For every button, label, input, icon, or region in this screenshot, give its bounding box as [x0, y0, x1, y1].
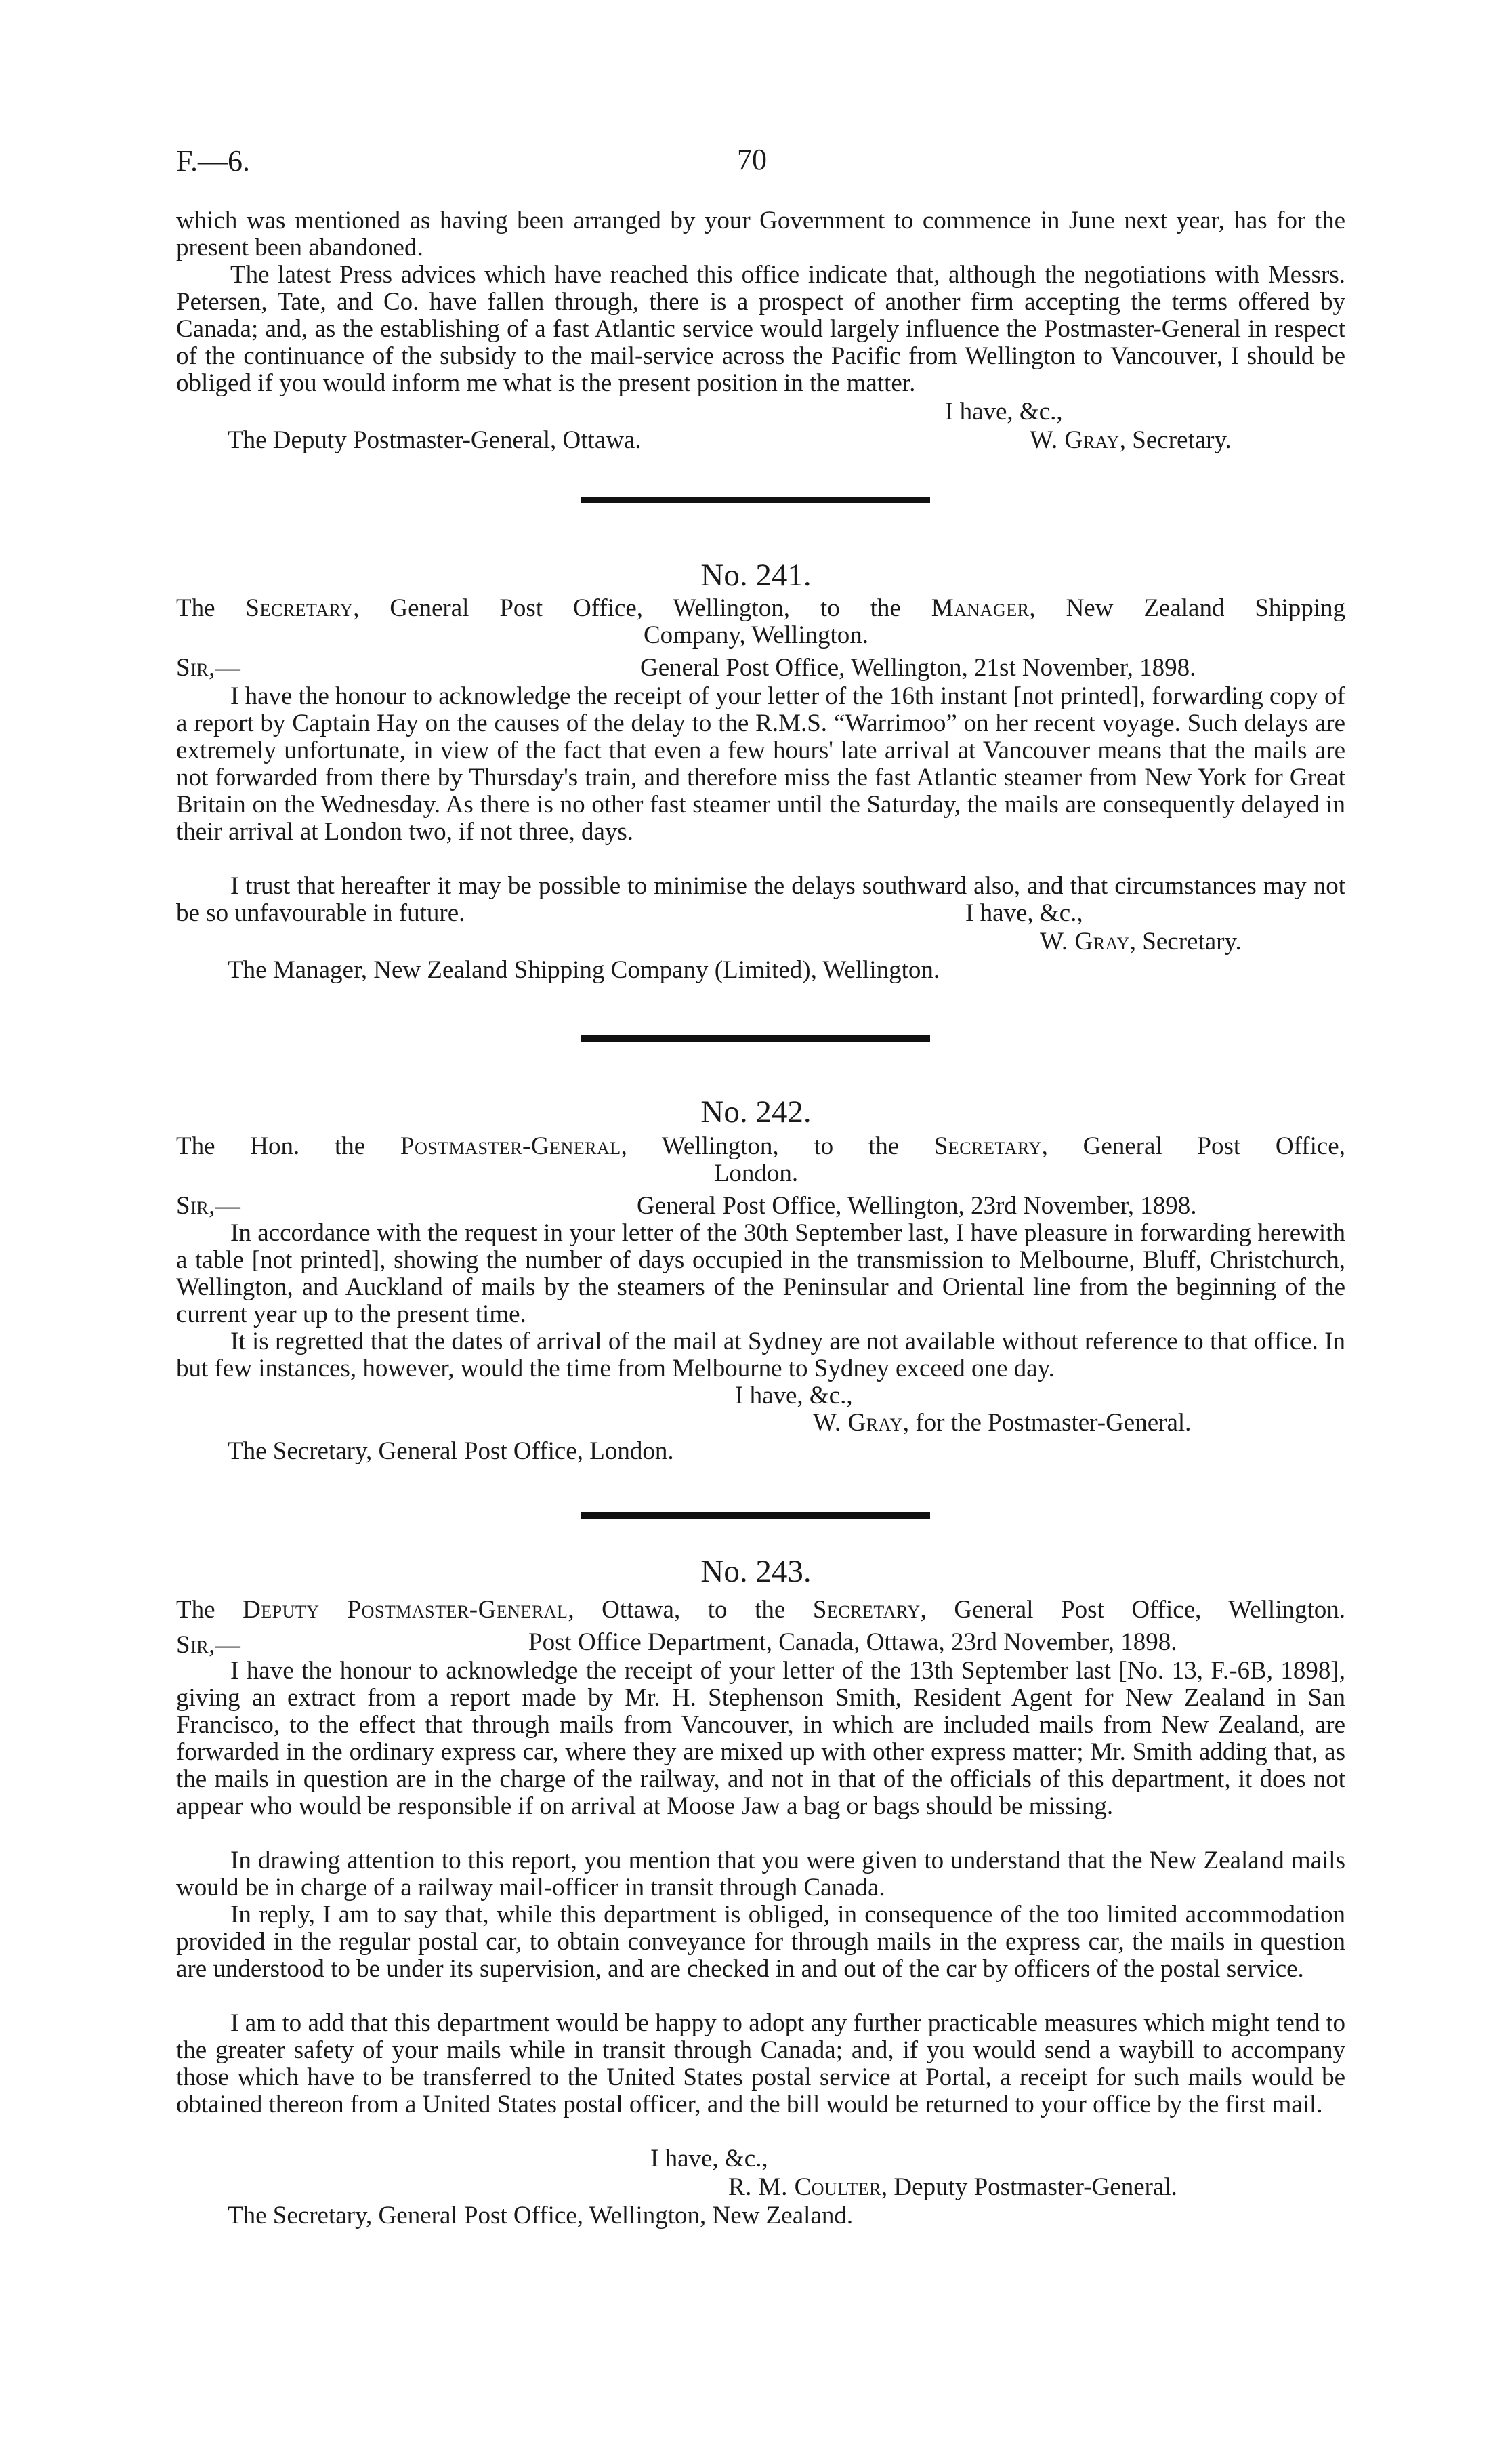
section-divider-1	[581, 497, 930, 503]
letter-241-heading-line2: Company, Wellington.	[643, 621, 869, 649]
intro-signature	[1030, 427, 1232, 454]
signer-name: W. Gray	[813, 1409, 903, 1437]
signer-name: W. Gray	[1040, 928, 1130, 955]
letter-243-paragraph-2: In drawing attention to this report, you mention that you were given to understand that the New Zealand mails would be in charge of a railway mail-officer in transit through Canada.	[176, 1847, 1345, 1901]
heading-text: The Hon. the	[176, 1132, 400, 1160]
heading-text: , General Post Office, Wellington.	[920, 1596, 1346, 1624]
intro-closing: I have, &c.,	[945, 398, 1063, 426]
intro-paragraph-1: which was mentioned as having been arranged by your Government to commence in June next year, has for the present been abandoned.	[176, 207, 1345, 262]
signer-title: , Secretary.	[1119, 426, 1232, 454]
letter-242-closing: I have, &c.,	[735, 1382, 853, 1409]
letter-243-paragraph-1: I have the honour to acknowledge the receipt of your letter of the 13th September last [No. 13, F.-6B, 1898], giving an extract from a report made by Mr. H. Stephenson Smith, Resident Agent for New Zealand in San Francisco, to the effect that through mails from Vancouver, in which are included mails from New Zealand, are forwarded in the ordinary express car, where they are mixed up with other express matter; Mr. Smith adding that, as the mails in question are in the charge of the railway, and not in that of the officials of this department, it does not appear who would be responsible if on arrival at Moose Jaw a bag or bags should be missing.	[176, 1657, 1345, 1820]
signer-title: , for the Postmaster-General.	[902, 1409, 1192, 1437]
signer-name: R. M. Coulter	[728, 2173, 881, 2201]
letter-number-242: No. 242.	[700, 1094, 812, 1130]
heading-text: The	[176, 1596, 243, 1624]
letter-242-place-date: General Post Office, Wellington, 23rd November, 1898.	[637, 1192, 1197, 1220]
letter-242-salutation: Sir,—	[176, 1192, 241, 1220]
intro-paragraph-2: The latest Press advices which have reached this office indicate that, although the negotiations with Messrs. Petersen, Tate, and Co. have fallen through, there is a prospect of another firm accepting the terms offered by Canada; and, as the establishing of a fast Atlantic service would largely influence the Postmaster-General in respect of the continuance of the subsidy to the mail-service across the Pacific from Wellington to Vancouver, I should be obliged if you would inform me what is the present position in the matter.	[176, 261, 1345, 397]
heading-text: , General Post Office, Wellington, to the	[353, 594, 931, 622]
section-divider-3	[581, 1512, 930, 1519]
letter-number-243: No. 243.	[700, 1554, 812, 1589]
signer-title: , Deputy Postmaster-General.	[881, 2173, 1177, 2201]
letter-242-heading	[176, 1133, 1345, 1160]
heading-from: Secretary	[245, 594, 354, 622]
heading-text: , Ottawa, to the	[568, 1596, 813, 1624]
heading-to: Secretary	[812, 1596, 921, 1624]
heading-text: , General Post Office,	[1041, 1132, 1345, 1160]
letter-243-place-date: Post Office Department, Canada, Ottawa, 23rd November, 1898.	[528, 1628, 1177, 1656]
section-divider-2	[581, 1035, 930, 1042]
heading-text: The	[176, 594, 246, 622]
document-reference: F.—6.	[176, 144, 250, 178]
heading-from: Deputy Postmaster-General	[243, 1596, 568, 1624]
heading-from: Postmaster-General	[400, 1132, 621, 1160]
heading-text: , Wellington, to the	[621, 1132, 934, 1160]
signer-name: W. Gray	[1030, 426, 1120, 454]
letter-243-signature	[728, 2174, 1177, 2201]
letter-243-heading	[176, 1597, 1345, 1624]
letter-241-paragraph-1: I have the honour to acknowledge the receipt of your letter of the 16th instant [not printed], forwarding copy of a report by Captain Hay on the causes of the delay to the R.M.S. “Warrimoo” on her recent voyage. Such delays are extremely unfortunate, in view of the fact that even a few hours' late arrival at Vancouver means that the mails are not forwarded from there by Thursday's train, and therefore miss the fast Atlantic steamer from New York for Great Britain on the Wednesday. As there is no other fast steamer until the Saturday, the mails are consequently delayed in their arrival at London two, if not three, days.	[176, 682, 1345, 846]
letter-241-paragraph-2: I trust that hereafter it may be possible to minimise the delays southward also, and that circumstances may not be so unfavourable in future.	[176, 872, 1345, 927]
letter-241-heading	[176, 595, 1345, 622]
letter-241-place-date: General Post Office, Wellington, 21st November, 1898.	[640, 654, 1196, 682]
letter-243-closing: I have, &c.,	[650, 2145, 768, 2173]
letter-243-paragraph-3: In reply, I am to say that, while this department is obliged, in consequence of the too limited accommodation provided in the regular postal car, to obtain conveyance for through mails in the express car, the mails in question are understood to be under its supervision, and are checked in and out of the car by officers of the postal service.	[176, 1901, 1345, 1983]
letter-243-addressee: The Secretary, General Post Office, Wellington, New Zealand.	[228, 2202, 854, 2229]
letter-241-signature	[1040, 928, 1242, 955]
page-number: 70	[737, 143, 767, 176]
heading-to: Secretary	[933, 1132, 1042, 1160]
letter-243-salutation: Sir,—	[176, 1631, 241, 1659]
letter-242-paragraph-1: In accordance with the request in your letter of the 30th September last, I have pleasure in forwarding herewith a table [not printed], showing the number of days occupied in the transmission to Melbourne, Bluff, Christchurch, Wellington, and Auckland of mails by the steamers of the Peninsular and Oriental line from the beginning of the current year up to the present time.	[176, 1219, 1345, 1328]
letter-241-addressee: The Manager, New Zealand Shipping Company (Limited), Wellington.	[228, 956, 940, 984]
letter-242-addressee: The Secretary, General Post Office, London.	[228, 1437, 674, 1465]
signer-title: , Secretary.	[1129, 928, 1242, 955]
letter-241-salutation: Sir,—	[176, 654, 241, 682]
letter-243-paragraph-4: I am to add that this department would be happy to adopt any further practicable measures which might tend to the greater safety of your mails while in transit through Canada; and, if you would send a waybill to accompany those which have to be transferred to the United States postal service at Portal, a receipt for such mails would be obtained thereon from a United States postal officer, and the bill would be returned to your office by the first mail.	[176, 2009, 1345, 2118]
letter-242-paragraph-2: It is regretted that the dates of arrival of the mail at Sydney are not available without reference to that office. In but few instances, however, would the time from Melbourne to Sydney exceed one day.	[176, 1328, 1345, 1382]
letter-number-241: No. 241.	[700, 558, 812, 593]
letter-242-signature	[813, 1409, 1191, 1437]
letter-241-closing: I have, &c.,	[965, 899, 1083, 927]
intro-addressee: The Deputy Postmaster-General, Ottawa.	[228, 426, 642, 454]
letter-242-heading-line2: London.	[713, 1159, 799, 1187]
heading-to: Manager	[931, 594, 1030, 622]
heading-text: , New Zealand Shipping	[1029, 594, 1345, 622]
